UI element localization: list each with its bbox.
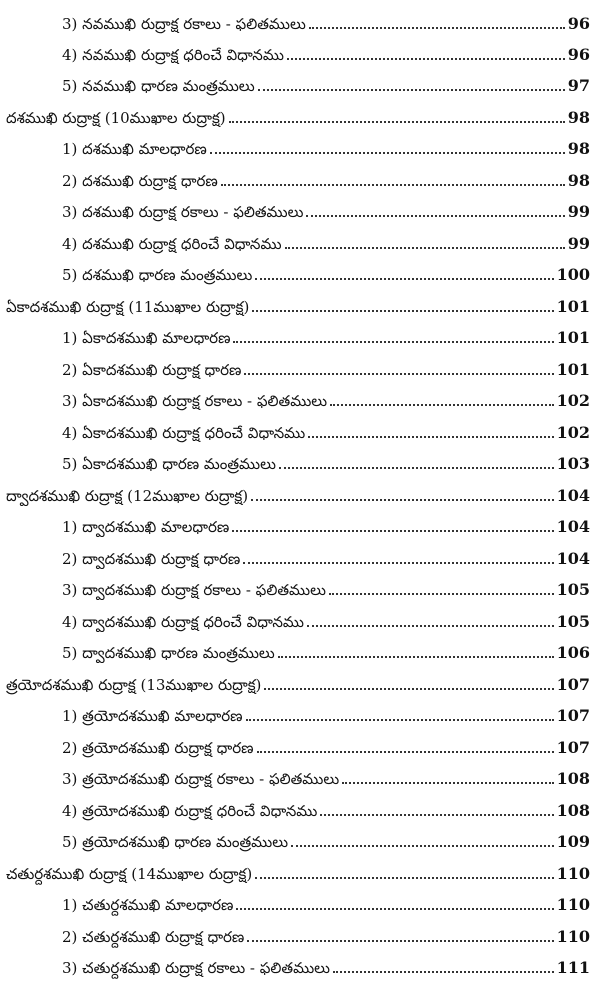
toc-entry xyxy=(0,220,600,253)
toc-entry-page: 107 xyxy=(556,706,590,725)
toc-entry-page: 104 xyxy=(556,486,590,505)
toc-entry-page: 105 xyxy=(556,580,590,599)
toc-entry-title: 1) దశముఖి మాలధారణ xyxy=(62,140,207,158)
toc-entry-title: చతుర్దశముఖి రుద్రాక్ష (14ముఖాల రుద్రాక్ష) xyxy=(6,865,253,883)
toc-dot-leader xyxy=(258,88,565,91)
toc-entry-page: 110 xyxy=(556,927,590,946)
toc-dot-leader xyxy=(307,624,554,627)
toc-dot-leader xyxy=(243,561,553,564)
toc-entry-title: 3) దశముఖి రుద్రాక్ష రకాలు - ఫలితములు xyxy=(62,203,304,221)
toc-entry xyxy=(0,188,600,221)
toc-dot-leader xyxy=(330,403,554,406)
toc-entry-page: 98 xyxy=(567,108,590,127)
toc-dot-leader xyxy=(244,372,553,375)
toc-entry xyxy=(0,598,600,631)
toc-entry xyxy=(0,566,600,599)
toc-entry xyxy=(0,314,600,347)
toc-entry-page: 102 xyxy=(556,423,590,442)
toc-entry-title: 5) నవముఖి ధారణ మంత్రములు xyxy=(62,77,255,95)
toc-entry xyxy=(0,787,600,820)
toc-entry-page: 107 xyxy=(556,738,590,757)
toc-dot-leader xyxy=(287,57,565,60)
toc-dot-leader xyxy=(229,120,565,123)
toc-entry-title: 5) ద్వాదశముఖి ధారణ మంత్రములు xyxy=(62,644,275,662)
toc-entry xyxy=(0,377,600,410)
toc-entry-page: 99 xyxy=(567,202,590,221)
toc-entry-title: 3) చతుర్దశముఖి రుద్రాక్ష రకాలు - ఫలితములు xyxy=(62,959,330,977)
toc-entry-page: 104 xyxy=(556,517,590,536)
toc-entry xyxy=(0,724,600,757)
toc-entry-title: 4) ఏకాదశముఖి రుద్రాక్ష ధరించే విధానము xyxy=(62,424,306,442)
toc-entry-page: 101 xyxy=(556,328,590,347)
toc-entry-title: 3) ఏకాదశముఖి రుద్రాక్ష రకాలు - ఫలితములు xyxy=(62,392,328,410)
toc-entry-page: 108 xyxy=(556,769,590,788)
toc-entry xyxy=(0,629,600,662)
toc-entry-page: 101 xyxy=(556,360,590,379)
toc-entry-title: 4) నవముఖి రుద్రాక్ష ధరించే విధానము xyxy=(62,46,284,64)
toc-dot-leader xyxy=(278,655,554,658)
toc-entry-title: 4) దశముఖి రుద్రాక్ష ధరించే విధానము xyxy=(62,235,282,253)
toc-entry xyxy=(0,535,600,568)
toc-section-entry xyxy=(0,472,600,505)
toc-entry-page: 102 xyxy=(556,391,590,410)
toc-dot-leader xyxy=(236,907,553,910)
toc-dot-leader xyxy=(252,309,553,312)
toc-entry-page: 101 xyxy=(556,297,590,316)
toc-dot-leader xyxy=(251,498,553,501)
toc-entry xyxy=(0,944,600,977)
toc-dot-leader xyxy=(247,939,553,942)
toc-entry-page: 108 xyxy=(556,801,590,820)
toc-entry-page: 105 xyxy=(556,612,590,631)
toc-entry-title: 5) దశముఖి ధారణ మంత్రములు xyxy=(62,266,253,284)
toc-entry-page: 100 xyxy=(556,265,590,284)
toc-entry xyxy=(0,157,600,190)
toc-entry xyxy=(0,818,600,851)
toc-entry-page: 111 xyxy=(556,958,590,977)
toc-entry-title: 2) ఏకాదశముఖి రుద్రాక్ష ధారణ xyxy=(62,361,242,379)
toc-entry-page: 98 xyxy=(567,139,590,158)
toc-entry-page: 103 xyxy=(556,454,590,473)
toc-dot-leader xyxy=(285,246,565,249)
toc-entry xyxy=(0,440,600,473)
toc-entry-page: 104 xyxy=(556,549,590,568)
toc-entry xyxy=(0,913,600,946)
toc-entry-title: 1) ద్వాదశముఖి మాలధారణ xyxy=(62,518,230,536)
toc-entry-title: ఏకాదశముఖి రుద్రాక్ష (11ముఖాల రుద్రాక్ష) xyxy=(6,298,250,316)
toc-entry xyxy=(0,125,600,158)
toc-dot-leader xyxy=(232,529,553,532)
toc-entry-title: 2) చతుర్దశముఖి రుద్రాక్ష ధారణ xyxy=(62,928,245,946)
toc-dot-leader xyxy=(342,781,553,784)
toc-dot-leader xyxy=(210,151,565,154)
toc-dot-leader xyxy=(306,214,564,217)
toc-entry-page: 96 xyxy=(567,45,590,64)
toc-entry-title: 5) ఏకాదశముఖి ధారణ మంత్రములు xyxy=(62,455,276,473)
toc-entry xyxy=(0,881,600,914)
toc-entry-title: 2) త్రయోదశముఖి రుద్రాక్ష ధారణ xyxy=(62,739,254,757)
toc-dot-leader xyxy=(221,183,565,186)
toc-entry xyxy=(0,409,600,442)
toc-entry-title: దశముఖి రుద్రాక్ష (10ముఖాల రుద్రాక్ష) xyxy=(6,109,226,127)
toc-entry xyxy=(0,503,600,536)
toc-dot-leader xyxy=(333,970,554,973)
toc-entry-page: 107 xyxy=(556,675,590,694)
toc-section-entry xyxy=(0,850,600,883)
toc-section-entry xyxy=(0,661,600,694)
toc-entry xyxy=(0,0,600,33)
toc-dot-leader xyxy=(279,466,554,469)
toc-entry-title: 4) ద్వాదశముఖి రుద్రాక్ష ధరించే విధానము xyxy=(62,613,304,631)
toc-dot-leader xyxy=(320,813,553,816)
toc-entry-page: 97 xyxy=(567,76,590,95)
toc-entry-title: 1) త్రయోదశముఖి మాలధారణ xyxy=(62,707,243,725)
toc-entry xyxy=(0,346,600,379)
toc-dot-leader xyxy=(255,876,553,879)
toc-dot-leader xyxy=(264,687,553,690)
toc-dot-leader xyxy=(309,26,565,29)
toc-entry-title: 4) త్రయోదశముఖి రుద్రాక్ష ధరించే విధానము xyxy=(62,802,318,820)
toc-entry-page: 110 xyxy=(556,864,590,883)
toc-section-entry xyxy=(0,283,600,316)
toc-dot-leader xyxy=(329,592,554,595)
toc-entry xyxy=(0,692,600,725)
toc-entry-page: 99 xyxy=(567,234,590,253)
toc-entry-page: 98 xyxy=(567,171,590,190)
toc-entry xyxy=(0,755,600,788)
toc-dot-leader xyxy=(257,750,554,753)
toc-entry xyxy=(0,31,600,64)
toc-entry-page: 106 xyxy=(556,643,590,662)
toc-dot-leader xyxy=(255,277,553,280)
toc-dot-leader xyxy=(246,718,554,721)
toc-dot-leader xyxy=(291,844,554,847)
toc-entry-title: 3) ద్వాదశముఖి రుద్రాక్ష రకాలు - ఫలితములు xyxy=(62,581,326,599)
toc-entry-page: 109 xyxy=(556,832,590,851)
toc-entry-title: 2) దశముఖి రుద్రాక్ష ధారణ xyxy=(62,172,218,190)
toc-dot-leader xyxy=(308,435,553,438)
toc-entry-title: త్రయోదశముఖి రుద్రాక్ష (13ముఖాల రుద్రాక్ష) xyxy=(6,676,262,694)
toc-entry-page: 110 xyxy=(556,895,590,914)
toc-entry-page: 96 xyxy=(567,14,590,33)
toc-entry-title: ద్వాదశముఖి రుద్రాక్ష (12ముఖాల రుద్రాక్ష) xyxy=(6,487,249,505)
toc-entry-title: 1) ఏకాదశముఖి మాలధారణ xyxy=(62,329,231,347)
toc-dot-leader xyxy=(233,340,553,343)
toc-entry-title: 3) నవముఖి రుద్రాక్ష రకాలు - ఫలితములు xyxy=(62,15,306,33)
toc-section-entry xyxy=(0,94,600,127)
toc-entry-title: 3) త్రయోదశముఖి రుద్రాక్ష రకాలు - ఫలితములు xyxy=(62,770,340,788)
toc-entry-title: 5) త్రయోదశముఖి ధారణ మంత్రములు xyxy=(62,833,289,851)
toc-entry-title: 2) ద్వాదశముఖి రుద్రాక్ష ధారణ xyxy=(62,550,241,568)
toc-entry xyxy=(0,251,600,284)
toc-entry-title: 1) చతుర్దశముఖి మాలధారణ xyxy=(62,896,234,914)
toc-entry xyxy=(0,62,600,95)
